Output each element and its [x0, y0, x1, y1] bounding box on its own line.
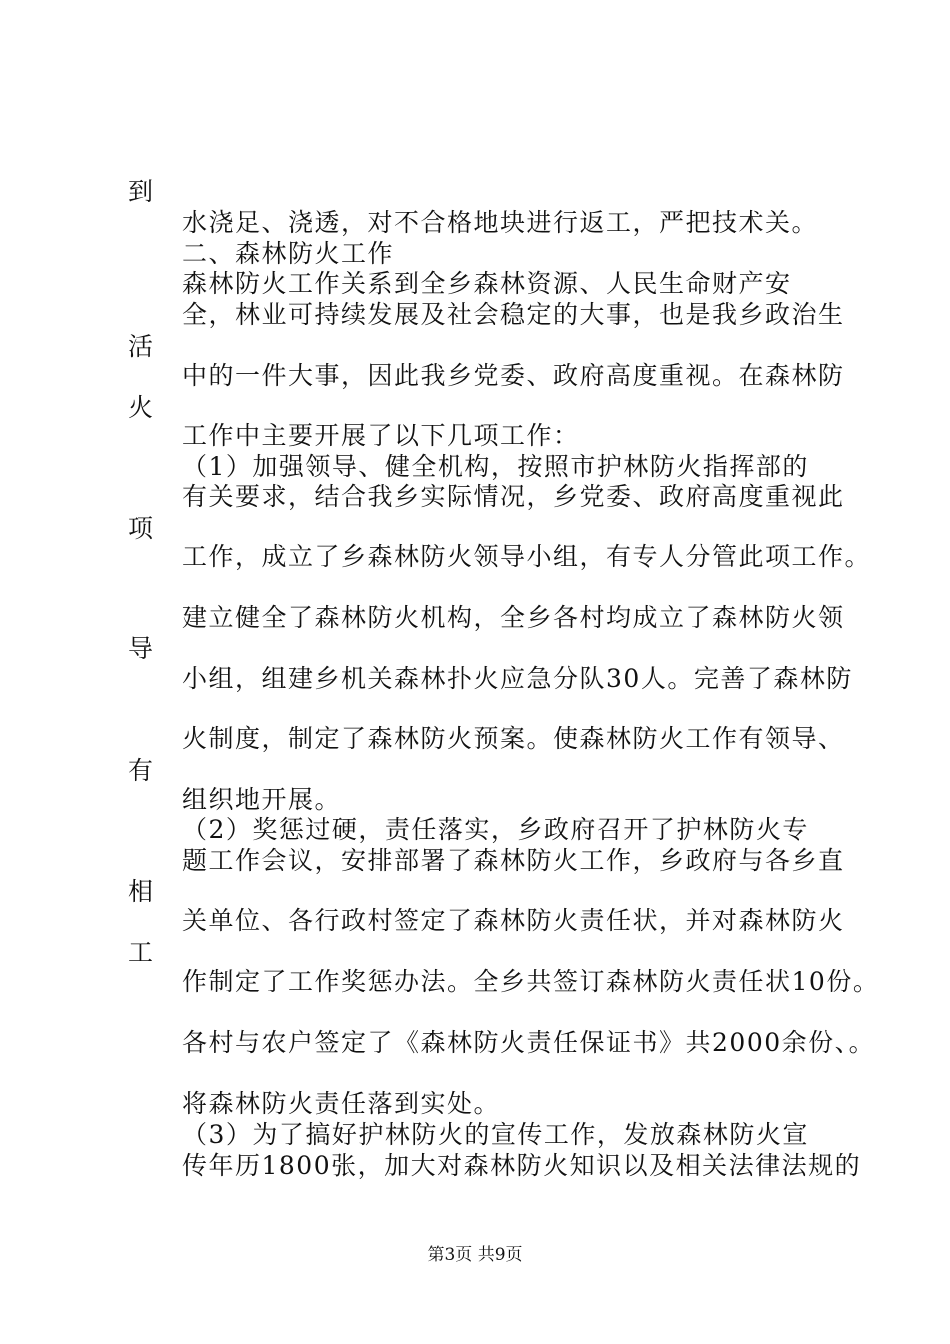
body-line: 将森林防火责任落到实处。 — [182, 1089, 501, 1118]
body-line: 作制定了工作奖惩办法。全乡共签订森林防火责任状10份。 — [182, 967, 880, 996]
body-line: 组织地开展。 — [182, 785, 342, 814]
body-line: 水浇足、浇透，对不合格地块进行返工，严把技术关。 — [182, 208, 819, 237]
body-line: 工作，成立了乡森林防火领导小组，有专人分管此项工作。 — [182, 542, 872, 571]
body-line: 工作中主要开展了以下几项工作： — [182, 421, 580, 450]
section-heading: 二、森林防火工作 — [182, 239, 395, 268]
margin-char: 导 — [128, 634, 154, 663]
body-line: 中的一件大事，因此我乡党委、政府高度重视。在森林防 — [182, 361, 845, 390]
body-line: 建立健全了森林防火机构，全乡各村均成立了森林防火领 — [182, 603, 845, 632]
body-line: 全，林业可持续发展及社会稳定的大事，也是我乡政治生 — [182, 300, 845, 329]
body-line: 各村与农户签定了《森林防火责任保证书》共2000余份、。 — [182, 1028, 876, 1057]
margin-char: 有 — [128, 756, 154, 785]
margin-char: 相 — [128, 877, 154, 906]
body-line: （1）加强领导、健全机构，按照市护林防火指挥部的 — [182, 452, 809, 481]
page-footer: 第3页 共9页 — [427, 1245, 523, 1265]
body-line: 小组，组建乡机关森林扑火应急分队30人。完善了森林防 — [182, 664, 853, 693]
margin-char: 到 — [128, 177, 154, 206]
margin-char: 项 — [128, 514, 154, 543]
body-line: 题工作会议，安排部署了森林防火工作，乡政府与各乡直 — [182, 846, 845, 875]
body-line: 传年历1800张，加大对森林防火知识以及相关法律法规的 — [182, 1151, 862, 1180]
body-line: （2）奖惩过硬，责任落实，乡政府召开了护林防火专 — [182, 815, 809, 844]
body-line: 火制度，制定了森林防火预案。使森林防火工作有领导、 — [182, 724, 845, 753]
margin-char: 火 — [128, 393, 154, 422]
body-line: 关单位、各行政村签定了森林防火责任状，并对森林防火 — [182, 906, 845, 935]
body-line: 有关要求，结合我乡实际情况，乡党委、政府高度重视此 — [182, 482, 845, 511]
margin-char: 工 — [128, 938, 154, 967]
margin-char: 活 — [128, 332, 154, 361]
body-line: （3）为了搞好护林防火的宣传工作，发放森林防火宣 — [182, 1120, 809, 1149]
body-line: 森林防火工作关系到全乡森林资源、人民生命财产安 — [182, 269, 792, 298]
